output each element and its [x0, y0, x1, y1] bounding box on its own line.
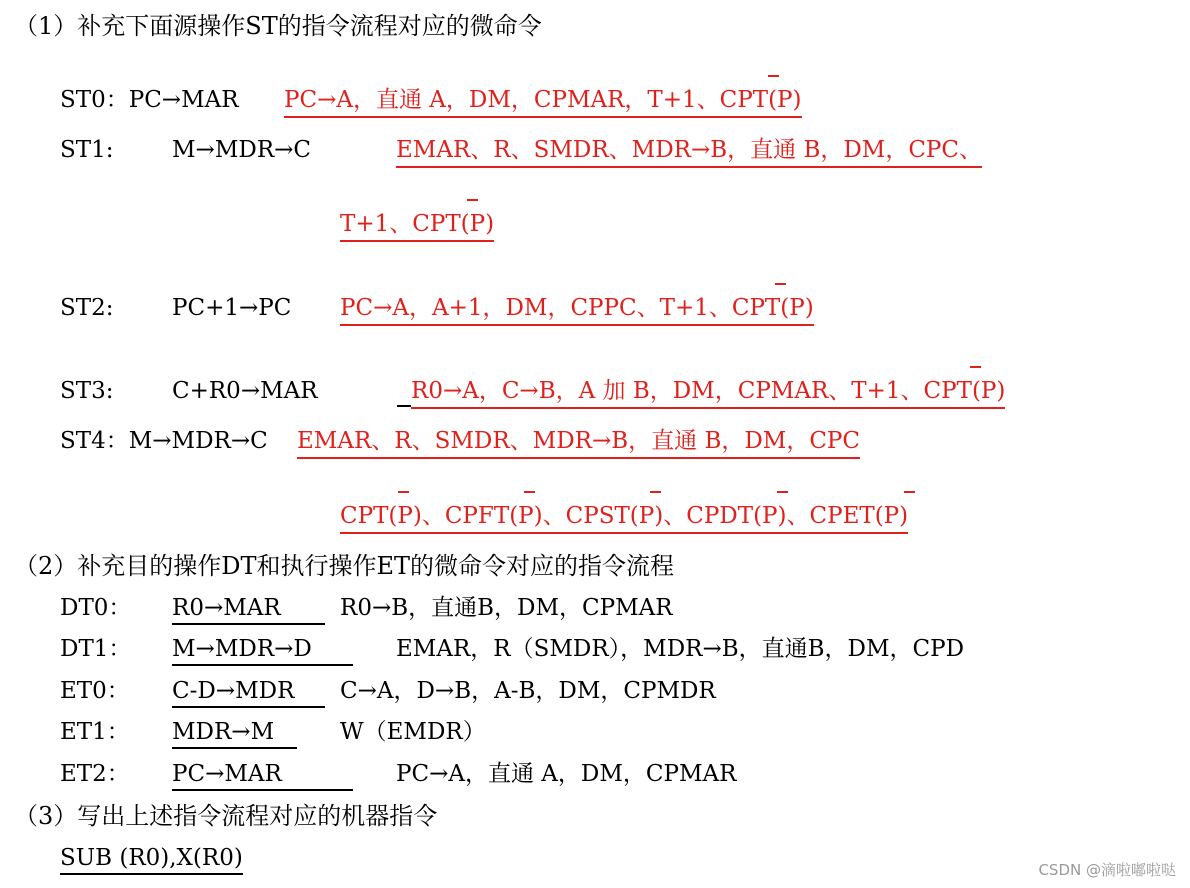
st0-label: ST0：PC→MAR — [60, 87, 239, 113]
st4-label: ST4：M→MDR→C — [60, 428, 268, 454]
st2-micro: PC→A，A+1，DM，CPPC、T+1、CPT(P) — [340, 294, 814, 326]
st2-flow: PC+1→PC — [172, 295, 292, 321]
et2-label: ET2： — [60, 761, 130, 787]
st4-overbar-cpt — [398, 491, 409, 493]
dt1-label: DT1： — [60, 636, 132, 662]
st1-label: ST1: — [60, 137, 114, 163]
st4-overbar-cpdt — [777, 491, 788, 493]
st4-micro-line1: EMAR、R、SMDR、MDR→B，直通 B，DM，CPC — [297, 427, 860, 459]
st4-overbar-cpet — [904, 491, 915, 493]
st1-overbar — [467, 199, 478, 201]
et1-label: ET1： — [60, 719, 130, 745]
st0-overbar — [768, 75, 779, 77]
et2-micro: PC→A，直通 A，DM，CPMAR — [396, 761, 737, 787]
machine-instruction: SUB (R0),X(R0) — [60, 844, 243, 875]
st4-overbar-cpft — [524, 491, 535, 493]
st2-label: ST2: — [60, 295, 114, 321]
dt0-flow: R0→MAR — [172, 594, 325, 625]
et2-flow: PC→MAR — [172, 760, 353, 791]
dt1-micro: EMAR，R（SMDR），MDR→B，直通B，DM，CPD — [396, 636, 965, 662]
csdn-watermark: CSDN @滴啦嘟啦哒 — [1038, 861, 1176, 879]
st1-flow: M→MDR→C — [172, 137, 311, 163]
st4-micro-line2: CPT(P)、CPFT(P)、CPST(P)、CPDT(P)、CPET(P) — [340, 502, 908, 534]
section1-heading: （1）补充下面源操作ST的指令流程对应的微命令 — [14, 12, 542, 40]
section3-heading: （3）写出上述指令流程对应的机器指令 — [14, 802, 438, 830]
et1-micro: W（EMDR） — [340, 719, 486, 745]
et0-flow: C-D→MDR — [172, 677, 325, 708]
section2-heading: （2）补充目的操作DT和执行操作ET的微命令对应的指令流程 — [14, 552, 675, 580]
st3-micro: R0→A，C→B，A 加 B，DM，CPMAR、T+1、CPT(P) — [411, 377, 1005, 409]
et1-flow: MDR→M — [172, 718, 297, 749]
st3-flow: C+R0→MAR — [172, 378, 318, 404]
et0-label: ET0： — [60, 678, 130, 704]
st3-label: ST3: — [60, 378, 114, 404]
dt0-micro: R0→B，直通B，DM，CPMAR — [340, 595, 673, 621]
et0-micro: C→A，D→B，A-B，DM，CPMDR — [340, 678, 716, 704]
st1-micro-line2: T+1、CPT(P) — [340, 210, 494, 242]
st3-overbar — [970, 366, 981, 368]
dt1-flow: M→MDR→D — [172, 635, 353, 666]
st1-micro-line1: EMAR、R、SMDR、MDR→B，直通 B，DM，CPC、 — [396, 136, 982, 168]
st4-overbar-cpst — [650, 491, 661, 493]
dt0-label: DT0： — [60, 595, 132, 621]
st2-overbar — [775, 283, 786, 285]
st0-micro: PC→A，直通 A，DM，CPMAR，T+1、CPT(P) — [284, 86, 802, 118]
st3-leading-rule — [397, 405, 411, 407]
